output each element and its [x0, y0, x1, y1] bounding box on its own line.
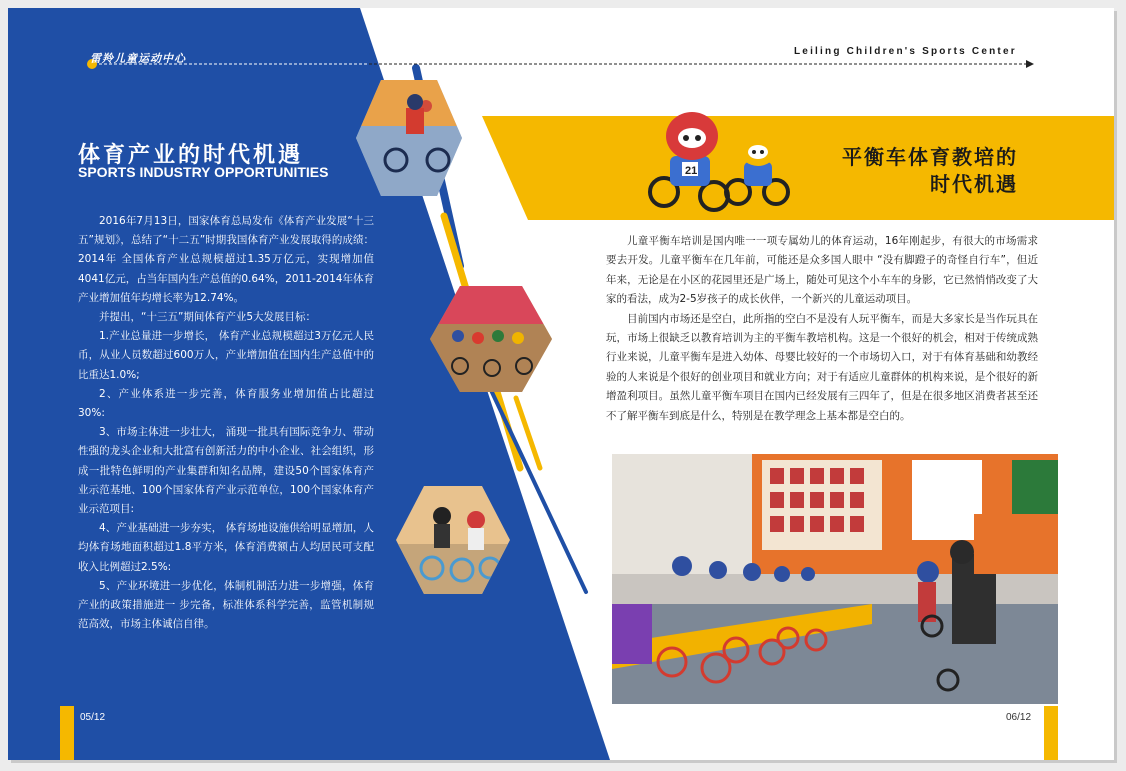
left-paragraph: 5、产业环境进一步优化，体制机制活力进一步增强，体育产业的政策措施进一 步完备，标准体系科学完善，监管机制规范高效，市场主体诚信自律。 — [78, 579, 374, 631]
main-photo-training-class — [612, 454, 1058, 704]
right-page-body — [606, 232, 1038, 426]
right-paragraph: 儿童平衡车培训是国内唯一一项专属幼儿的体育运动，16年刚起步，有很大的市场需求要去开发。儿童平衡车在几年前，可能还是众多国人眼中 “没有脚蹬子的奇怪自行车”，但近年来，无论是在小区的花园里还是广场上，随处可见这个小车车的身影，它已然悄悄改变了大家的看法，成为2-5岁孩子的成长伙伴，一个新兴的儿童运动项目。 — [606, 235, 1038, 306]
right-paragraph: 目前国内市场还是空白，此所指的空白不是没有人玩平衡车，而是大多家长是当作玩具在玩，市场上很缺乏以教育培训为主的平衡车教培机构。这是一个很好的机会，相对于传统成熟行业来说，儿童平衡车是进入幼体、母婴比较好的一个市场切入口，对于有体育基础和幼教经验的人来说是个很好的创业项目和就业方向；对于有适应儿童群体的机构来说，是个很好的新增盈利项目。虽然儿童平衡车项目在国内已经发展有三四年了，但是在很多地区消费者甚至还不了解平衡车到底是什么，特别是在教学理念上基本都是空白的。 — [606, 312, 1038, 422]
photo-hex-kid-riding — [354, 78, 464, 198]
photo-hex-two-kids — [394, 484, 512, 596]
right-title-line2: 时代机遇 — [930, 172, 1018, 196]
right-page-bar — [1044, 706, 1058, 760]
svg-text:21: 21 — [685, 165, 698, 177]
brand-name-en: Leiling Children's Sports Center — [794, 46, 1017, 57]
left-page-title: 体育产业的时代机遇 — [78, 143, 304, 168]
brand-logo-cn: 雷羚儿童运动中心 — [90, 52, 186, 65]
header-arrow — [1026, 60, 1034, 68]
left-paragraph: 2、产业体系进一步完善，体育服务业增加值占比超过30%: — [78, 387, 374, 420]
right-page-title — [798, 144, 1018, 198]
left-paragraph: 3、市场主体进一步壮大， 涌现一批具有国际竞争力、带动性强的龙头企业和大批富有创新活力的中小企业、社会组织，形成一批特色鲜明的产业集群和知名品牌，建设50个国家体育产业示范基地、100个国家体育产业示范单位，100个国家体育产业示范项目: — [78, 426, 374, 516]
left-page-subtitle: SPORTS INDUSTRY OPPORTUNITIES — [78, 164, 329, 180]
left-paragraph: 4、产业基础进一步夯实， 体育场地设施供给明显增加，人均体育场地面积超过1.8平方米，体育消费额占人均居民可支配收入比例超过2.5%: — [78, 522, 374, 573]
mascot-riders-illustration — [640, 100, 790, 220]
page-number-right: 06/12 — [1006, 712, 1032, 723]
photo-hex-kids-group — [428, 284, 554, 394]
left-page-bar — [60, 706, 74, 760]
left-paragraph: 并提出，“十三五”期间体育产业5大发展目标： — [99, 311, 317, 324]
left-page-body — [78, 212, 374, 634]
left-paragraph: 1.产业总量进一步增长， 体育产业总规模超过3万亿元人民币，从业人员数超过600万人，产业增加值在国内生产总值中的比重达1.0%; — [78, 330, 374, 381]
brochure-spread — [8, 8, 1114, 760]
right-title-line1: 平衡车体育教培的 — [842, 145, 1018, 169]
left-paragraph: 2016年7月13日，国家体育总局发布《体育产业发展“十三五”规划》，总结了“十二五”时期我国体育产业发展取得的成绩：2014年 全国体育产业总规模超过1.35万亿元，实现增加值4041亿元，占当年国内生产总值的0.64%，2011-2014年体育产业增加值年均增长率为12.74%。 — [78, 215, 374, 304]
page-number-left: 05/12 — [80, 712, 106, 723]
